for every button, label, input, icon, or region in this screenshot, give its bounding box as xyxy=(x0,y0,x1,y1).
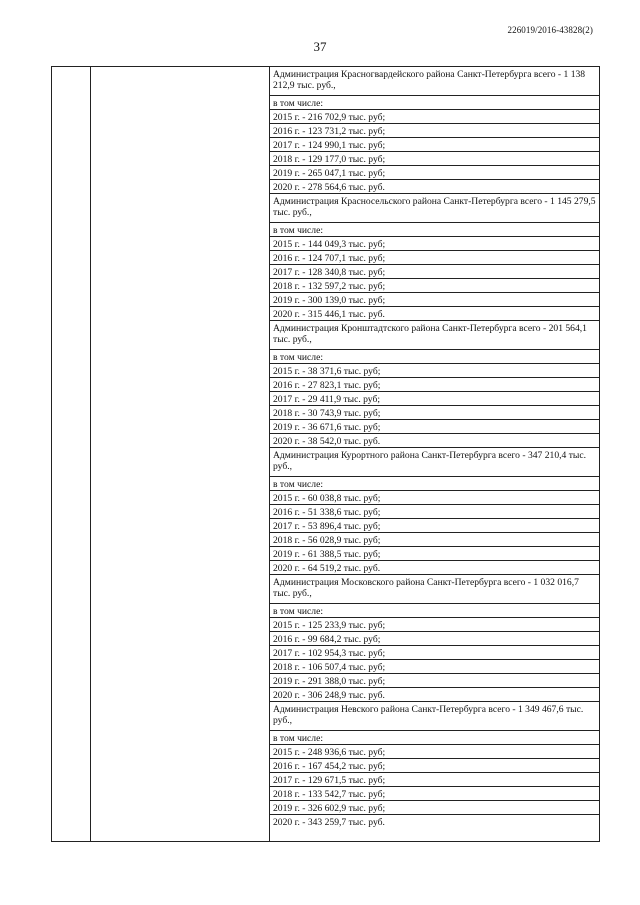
year-amount-row: 2019 г. - 326 602,9 тыс. руб; xyxy=(269,801,599,815)
year-amount-row: 2015 г. - 216 702,9 тыс. руб; xyxy=(269,110,599,124)
year-amount-row: 2016 г. - 123 731,2 тыс. руб; xyxy=(269,124,599,138)
year-amount-row: 2017 г. - 53 896,4 тыс. руб; xyxy=(269,519,599,533)
year-amount-row: 2019 г. - 265 047,1 тыс. руб; xyxy=(269,166,599,180)
year-amount-row: 2017 г. - 129 671,5 тыс. руб; xyxy=(269,773,599,787)
year-amount-row: 2019 г. - 61 388,5 тыс. руб; xyxy=(269,547,599,561)
including-label-row: в том числе: xyxy=(269,96,599,110)
year-amount-row: 2015 г. - 125 233,9 тыс. руб; xyxy=(269,618,599,632)
year-amount-row: 2018 г. - 30 743,9 тыс. руб; xyxy=(269,406,599,420)
including-label-row: в том числе: xyxy=(269,604,599,618)
year-amount-row: 2018 г. - 129 177,0 тыс. руб; xyxy=(269,152,599,166)
district-total-row: Администрация Невского района Санкт-Петербурга всего - 1 349 467,6 тыс. руб., xyxy=(269,702,599,731)
including-label-row: в том числе: xyxy=(269,477,599,491)
year-amount-row: 2016 г. - 27 823,1 тыс. руб; xyxy=(269,378,599,392)
year-amount-row: 2018 г. - 56 028,9 тыс. руб; xyxy=(269,533,599,547)
year-amount-row: 2015 г. - 144 049,3 тыс. руб; xyxy=(269,237,599,251)
including-label-row: в том числе: xyxy=(269,350,599,364)
district-total-row: Администрация Красносельского района Санкт-Петербурга всего - 1 145 279,5 тыс. руб., xyxy=(269,194,599,223)
year-amount-row: 2016 г. - 124 707,1 тыс. руб; xyxy=(269,251,599,265)
year-amount-row: 2018 г. - 133 542,7 тыс. руб; xyxy=(269,787,599,801)
district-total-row: Администрация Курортного района Санкт-Петербурга всего - 347 210,4 тыс. руб., xyxy=(269,448,599,477)
year-amount-row: 2016 г. - 99 684,2 тыс. руб; xyxy=(269,632,599,646)
year-amount-row: 2017 г. - 128 340,8 тыс. руб; xyxy=(269,265,599,279)
district-total-row: Администрация Московского района Санкт-Петербурга всего - 1 032 016,7 тыс. руб., xyxy=(269,575,599,604)
year-amount-row: 2016 г. - 167 454,2 тыс. руб; xyxy=(269,759,599,773)
year-amount-row: 2018 г. - 106 507,4 тыс. руб; xyxy=(269,660,599,674)
table-column-name xyxy=(90,67,270,841)
table-column-number xyxy=(52,67,91,841)
year-amount-row: 2020 г. - 38 542,0 тыс. руб. xyxy=(269,434,599,448)
funding-table xyxy=(51,66,600,842)
year-amount-row: 2019 г. - 300 139,0 тыс. руб; xyxy=(269,293,599,307)
year-amount-row: 2017 г. - 124 990,1 тыс. руб; xyxy=(269,138,599,152)
document-id: 226019/2016-43828(2) xyxy=(507,25,593,35)
year-amount-row: 2017 г. - 102 954,3 тыс. руб; xyxy=(269,646,599,660)
table-column-funding xyxy=(269,67,599,841)
including-label-row: в том числе: xyxy=(269,731,599,745)
year-amount-row: 2020 г. - 64 519,2 тыс. руб. xyxy=(269,561,599,575)
year-amount-row: 2019 г. - 291 388,0 тыс. руб; xyxy=(269,674,599,688)
district-total-row: Администрация Красногвардейского района Санкт-Петербурга всего - 1 138 212,9 тыс. руб., xyxy=(269,67,599,96)
page-number: 37 xyxy=(313,39,327,54)
year-amount-row: 2020 г. - 343 259,7 тыс. руб. xyxy=(273,817,385,828)
year-amount-row: 2019 г. - 36 671,6 тыс. руб; xyxy=(269,420,599,434)
year-amount-row: 2016 г. - 51 338,6 тыс. руб; xyxy=(269,505,599,519)
district-total-row: Администрация Кронштадтского района Санкт-Петербурга всего - 201 564,1 тыс. руб., xyxy=(269,321,599,350)
year-amount-row: 2020 г. - 306 248,9 тыс. руб. xyxy=(269,688,599,702)
year-amount-row: 2015 г. - 60 038,8 тыс. руб; xyxy=(269,491,599,505)
year-amount-row: 2017 г. - 29 411,9 тыс. руб; xyxy=(269,392,599,406)
year-amount-row: 2015 г. - 248 936,6 тыс. руб; xyxy=(269,745,599,759)
year-amount-row: 2020 г. - 315 446,1 тыс. руб. xyxy=(269,307,599,321)
including-label-row: в том числе: xyxy=(269,223,599,237)
year-amount-row: 2015 г. - 38 371,6 тыс. руб; xyxy=(269,364,599,378)
year-amount-row: 2018 г. - 132 597,2 тыс. руб; xyxy=(269,279,599,293)
year-amount-row: 2020 г. - 278 564,6 тыс. руб. xyxy=(269,180,599,194)
